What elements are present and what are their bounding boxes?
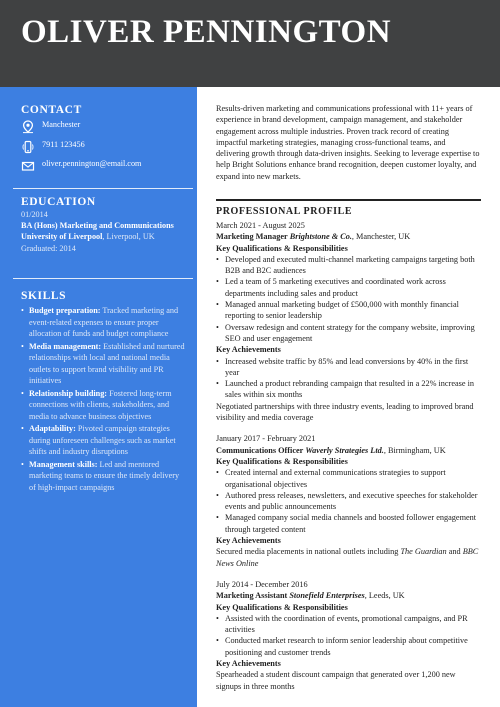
list-item: • Developed and executed multi-channel marketing campaigns targeting both B2B and B2C audiences	[216, 254, 481, 277]
summary-block	[216, 103, 481, 182]
skill-item: • Adaptability: Pivoted campaign strategies during unforeseen challenges such as market shifts and industry disruptions	[21, 423, 185, 458]
contact-email-text[interactable]: oliver.pennington@email.com	[42, 159, 142, 168]
job-qual-heading: Key Qualifications & Responsibilities	[216, 602, 348, 612]
job-qual-heading: Key Qualifications & Responsibilities	[216, 456, 348, 466]
job-heading: Marketing Assistant Stonefield Enterprises, Leeds, UK	[216, 591, 405, 601]
list-item: • Led a team of 5 marketing executives and coordinated work across departments including sales and product	[216, 276, 481, 299]
job-ach-text: Negotiated partnerships with three industry events, leading to improved brand visibility and media coverage	[216, 401, 474, 423]
job-ach-text: Spearheaded a student discount campaign that generated over 1,200 new signups in three months	[216, 670, 456, 691]
education-title: EDUCATION	[21, 196, 96, 208]
education-degree: BA (Hons) Marketing and Communications	[21, 221, 174, 231]
location-pin-icon	[21, 120, 35, 134]
section-divider	[216, 199, 481, 201]
job-company: Brightstone & Co.	[289, 232, 352, 242]
job-entry	[216, 220, 481, 423]
list-item: • Increased website traffic by 85% and lead conversions by 40% in the first year	[216, 356, 481, 379]
list-item: • Oversaw redesign and content strategy for the company website, improving SEO and user engagement	[216, 322, 481, 345]
candidate-name: OLIVER PENNINGTON	[21, 14, 392, 50]
job-ach-list	[216, 356, 481, 401]
contact-email	[21, 159, 191, 175]
contact-phone	[21, 140, 191, 156]
job-dates: January 2017 - February 2021	[216, 434, 316, 444]
phone-icon	[21, 140, 35, 154]
list-item: • Authored press releases, newsletters, and executive speeches for stakeholder events and public announcements	[216, 490, 481, 513]
sidebar	[0, 87, 197, 707]
job-entry	[216, 433, 481, 569]
job-qual-list	[216, 254, 481, 344]
job-qual-list	[216, 613, 481, 658]
education-school: University of Liverpool	[21, 232, 103, 242]
skill-item: • Management skills: Led and mentored marketing teams to ensure the timely delivery of high-impact campaigns	[21, 459, 185, 494]
sidebar-divider	[13, 188, 193, 189]
experience-list	[216, 220, 481, 702]
job-heading: Communications Officer Waverly Strategies Ltd., Birmingham, UK	[216, 445, 446, 455]
job-dates: March 2021 - August 2025	[216, 221, 305, 230]
list-item: • Conducted market research to inform senior leadership about competitive positioning and customer trends	[216, 635, 481, 658]
job-heading: Marketing Manager Brightstone & Co., Manchester, UK	[216, 232, 411, 242]
envelope-icon	[21, 159, 35, 173]
contact-location-text: Manchester	[42, 120, 81, 129]
skill-item: • Budget preparation: Tracked marketing and event-related expenses to ensure proper allocation of funds and budget compliance	[21, 305, 185, 340]
education-school-line	[21, 231, 191, 242]
contact-phone-text: 7911 123456	[42, 140, 85, 149]
job-ach-text: Secured media placements in national outlets including The Guardian and BBC News Online	[216, 547, 479, 568]
job-company: Waverly Strategies Ltd.	[305, 445, 384, 455]
professional-summary: Results-driven marketing and communications professional with 11+ years of experience in brand development, campaign management, and stakeholder engagement across multiple industries. Proven track record of creating impactful marketing strategies, managing cross-functional teams, and delivering growth through data-driven insights. Seeking to leverage expertise to help Bright Solutions enhance brand recognition, deepen customer loyalty, and expand into new markets.	[216, 104, 480, 181]
job-qual-list	[216, 467, 481, 535]
job-ach-heading: Key Achievements	[216, 345, 281, 355]
skills-title: SKILLS	[21, 290, 67, 302]
profile-title: PROFESSIONAL PROFILE	[216, 206, 353, 217]
education-graduated: Graduated: 2014	[21, 243, 76, 253]
list-item: • Created internal and external communications strategies to support organisational objectives	[216, 467, 481, 490]
list-item: • Assisted with the coordination of events, promotional campaigns, and PR activities	[216, 613, 481, 636]
list-item: • Launched a product rebranding campaign that resulted in a 22% increase in sales within six months	[216, 378, 481, 401]
sidebar-divider	[13, 278, 193, 279]
education-date: 01/2014	[21, 210, 48, 219]
list-item: • Managed annual marketing budget of £500,000 with monthly financial reporting to senior leadership	[216, 299, 481, 322]
contact-title: CONTACT	[21, 104, 82, 116]
education-location: , Liverpool, UK	[102, 232, 155, 242]
job-ach-heading: Key Achievements	[216, 536, 281, 546]
job-company: Stonefield Enterprises	[289, 591, 365, 601]
skill-item: • Media management: Established and nurtured relationships with local and national media outlets to support brand visibility and PR initiatives	[21, 341, 185, 387]
contact-location	[21, 120, 191, 136]
skills-list	[21, 305, 185, 494]
job-ach-heading: Key Achievements	[216, 658, 281, 668]
skill-item: • Relationship building: Fostered long-term connections with clients, stakeholders, and media to advance business objectives	[21, 388, 185, 423]
job-entry	[216, 579, 481, 692]
list-item: • Managed company social media channels and boosted follower engagement through targeted content	[216, 512, 481, 535]
education-entry	[21, 209, 191, 254]
header-bar	[0, 0, 500, 87]
job-qual-heading: Key Qualifications & Responsibilities	[216, 243, 348, 253]
job-dates: July 2014 - December 2016	[216, 579, 308, 589]
